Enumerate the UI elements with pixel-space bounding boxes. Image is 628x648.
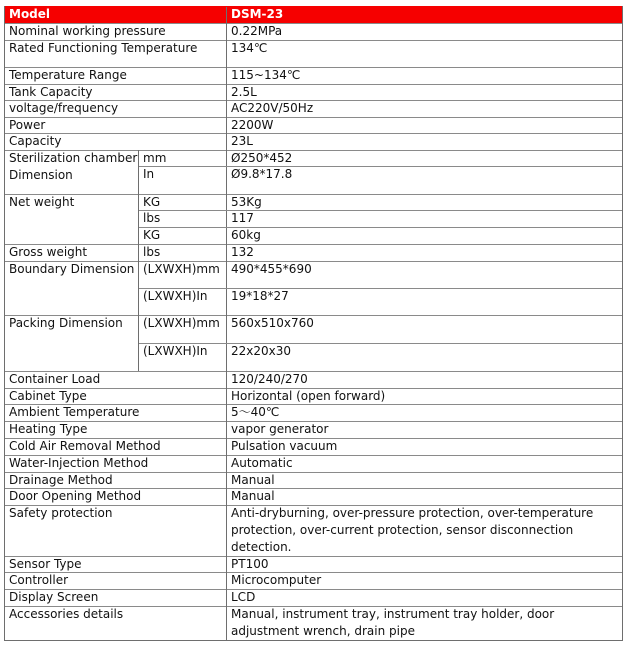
spec-label: Cold Air Removal Method [9,439,161,453]
spec-unit: (LXWXH)In [143,344,208,358]
spec-label: Capacity [9,134,62,148]
spec-unit: KG [143,228,161,242]
spec-label: Power [9,118,46,132]
spec-value: 60kg [231,228,261,242]
spec-value: Horizontal (open forward) [231,389,386,403]
column-divider [226,606,227,641]
spec-value: Ø9.8*17.8 [231,167,293,181]
spec-value: Microcomputer [231,573,322,587]
column-divider [226,23,227,40]
spec-label: Rated Functioning Temperature [9,41,198,55]
spec-label: Tank Capacity [9,85,93,99]
spec-value: 115~134℃ [231,68,301,82]
spec-table [4,6,623,641]
spec-label: Ambient Temperature [9,405,140,419]
spec-label: Container Load [9,372,101,386]
spec-value: Manual [231,489,275,503]
column-divider [226,244,227,261]
column-divider [226,117,227,133]
column-divider [226,421,227,438]
column-divider [226,100,227,117]
spec-value: Automatic [231,456,293,470]
gross-weight-label: Gross weight [9,245,88,259]
spec-value: PT100 [231,557,269,571]
header-model-value: DSM-23 [227,6,622,23]
spec-label: Temperature Range [9,68,127,82]
spec-value: 53Kg [231,195,262,209]
spec-value: Manual [231,473,275,487]
column-divider [226,84,227,100]
spec-value: 0.22MPa [231,24,283,38]
column-divider [226,488,227,505]
spec-label: Accessories details [9,607,124,621]
column-divider [226,589,227,606]
spec-unit: (LXWXH)mm [143,262,220,276]
header-model-label: Model [5,6,227,23]
spec-value: vapor generator [231,422,329,436]
spec-value: Ø250*452 [231,151,293,165]
spec-value: 120/240/270 [231,372,308,386]
spec-label: Display Screen [9,590,99,604]
column-divider [138,244,139,261]
packing-label: Packing Dimension [9,316,123,330]
column-divider [226,388,227,404]
spec-value: Anti-dryburning, over-pressure protection, over-temperature protection, over-current protection, sensor disconnection detection. [231,506,594,554]
spec-unit: lbs [143,245,161,259]
column-divider [226,455,227,472]
spec-label: voltage/frequency [9,101,119,115]
boundary-label: Boundary Dimension [9,262,135,276]
spec-label: Drainage Method [9,473,113,487]
spec-label: Cabinet Type [9,389,87,403]
spec-label: Safety protection [9,506,113,520]
spec-value: Pulsation vacuum [231,439,338,453]
column-divider [226,133,227,150]
spec-value: LCD [231,590,256,604]
spec-value: 2200W [231,118,274,132]
spec-label: Controller [9,573,69,587]
spec-unit: lbs [143,211,161,225]
spec-label: Sensor Type [9,557,82,571]
net-weight-label: Net weight [9,195,75,209]
spec-value: Manual, instrument tray, instrument tray holder, door adjustment wrench, drain pipe [231,607,555,638]
spec-unit: mm [143,151,167,165]
spec-unit: KG [143,195,161,209]
spec-value: 560x510x760 [231,316,314,330]
column-divider [226,438,227,455]
spec-value: 23L [231,134,253,148]
spec-value: 19*18*27 [231,289,289,303]
column-divider [226,404,227,421]
spec-label: Nominal working pressure [9,24,166,38]
spec-unit: (LXWXH)mm [143,316,220,330]
spec-unit: In [143,167,155,181]
column-divider [226,67,227,84]
column-divider [226,556,227,572]
column-divider [226,40,227,67]
spec-value: 22x20x30 [231,344,292,358]
spec-value: 5～40℃ [231,405,280,419]
column-divider [226,371,227,388]
spec-value: 2.5L [231,85,257,99]
spec-unit: (LXWXH)In [143,289,208,303]
column-divider [226,572,227,589]
spec-value: 117 [231,211,254,225]
sterilization-label: Sterilization chamber Dimension [9,151,138,182]
column-divider [226,7,227,23]
spec-label: Water-Injection Method [9,456,149,470]
spec-value: 490*455*690 [231,262,312,276]
column-divider [226,505,227,556]
spec-value: 134℃ [231,41,268,55]
spec-value: AC220V/50Hz [231,101,314,115]
spec-value: 132 [231,245,254,259]
spec-label: Door Opening Method [9,489,142,503]
spec-label: Heating Type [9,422,88,436]
column-divider [226,472,227,488]
